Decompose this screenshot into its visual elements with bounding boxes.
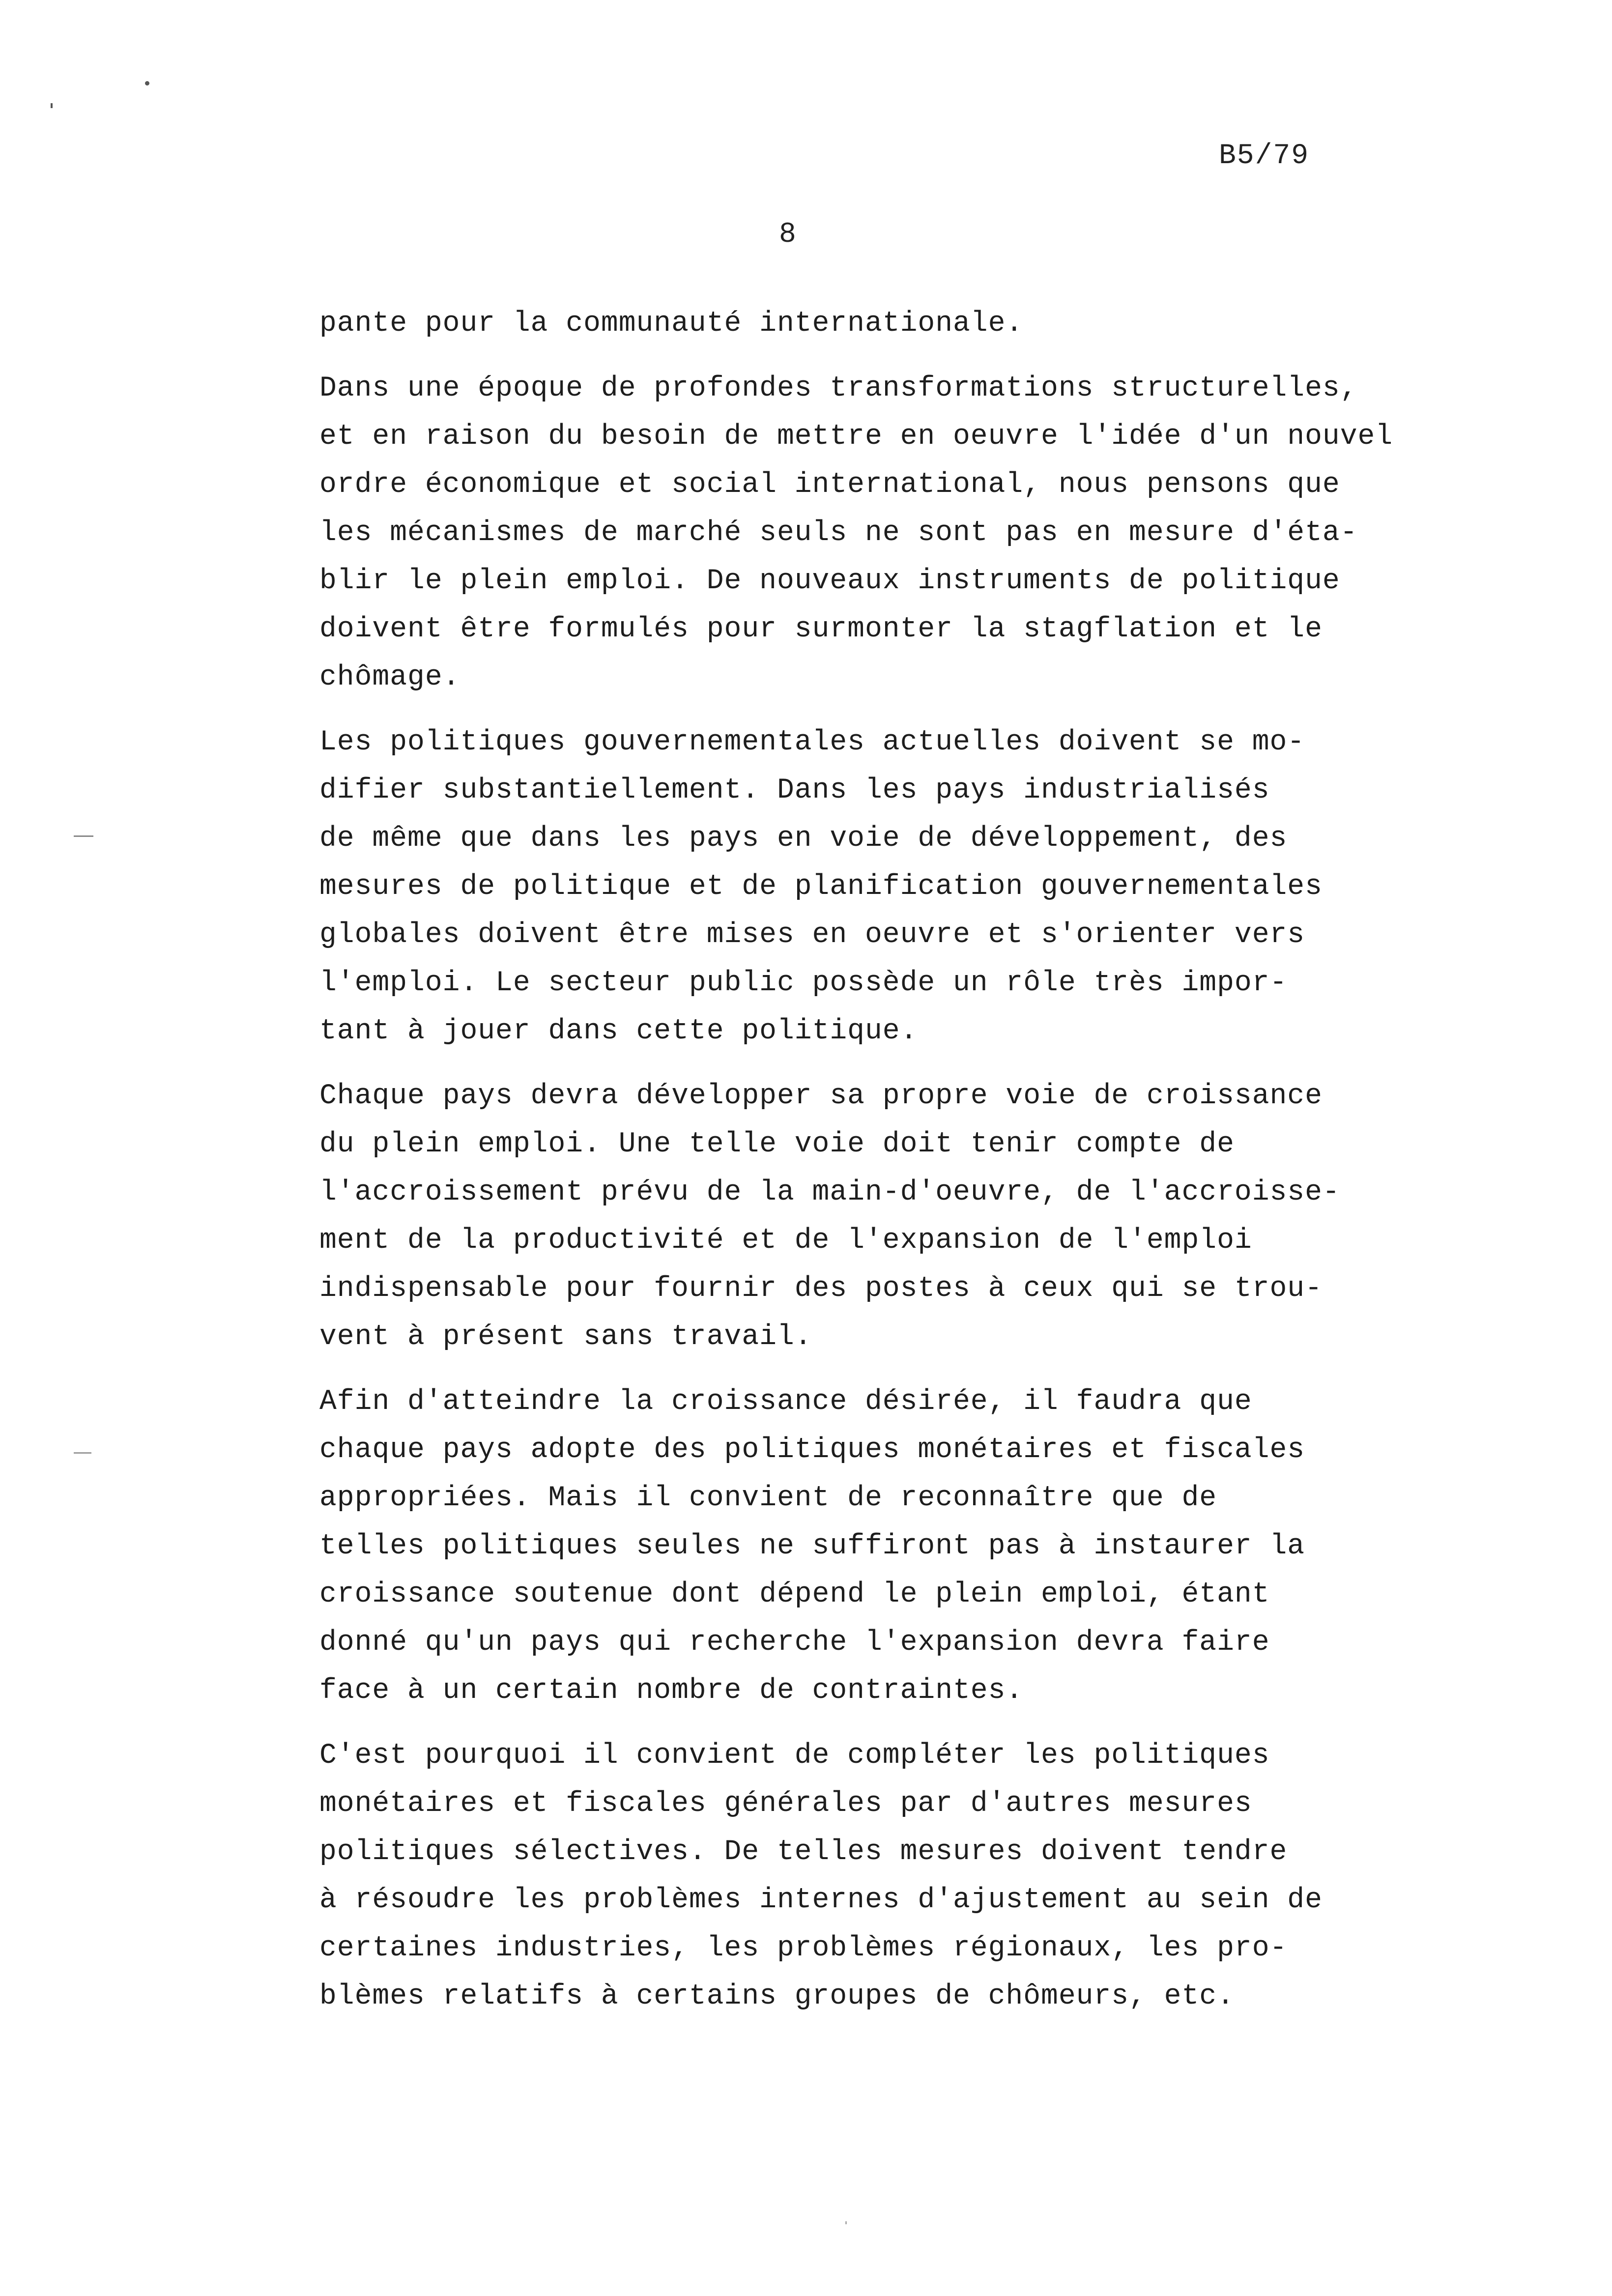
paragraph xyxy=(319,365,1401,702)
text-line: C'est pourquoi il convient de compléter les politiques xyxy=(319,1740,1270,1772)
text-line: blir le plein emploi. De nouveaux instruments de politique xyxy=(319,565,1340,597)
text-line: politiques sélectives. De telles mesures doivent tendre xyxy=(319,1836,1288,1868)
text-line: à résoudre les problèmes internes d'ajustement au sein de xyxy=(319,1884,1323,1916)
text-line: chômage. xyxy=(319,661,461,693)
text-line: croissance soutenue dont dépend le plein emploi, étant xyxy=(319,1578,1270,1610)
scan-speck xyxy=(51,103,53,108)
text-line: ment de la productivité et de l'expansion de l'emploi xyxy=(319,1225,1252,1257)
document-reference: B5/79 xyxy=(1219,140,1310,172)
paragraph xyxy=(319,1732,1401,2021)
text-line: mesures de politique et de planification gouvernementales xyxy=(319,871,1323,903)
text-line: donné qu'un pays qui recherche l'expansion devra faire xyxy=(319,1627,1270,1659)
paragraph xyxy=(319,1378,1401,1715)
paragraph xyxy=(319,718,1401,1056)
text-line: de même que dans les pays en voie de développement, des xyxy=(319,823,1288,855)
text-line: face à un certain nombre de contraintes. xyxy=(319,1675,1024,1707)
text-line: ordre économique et social international, nous pensons que xyxy=(319,469,1340,501)
paragraph xyxy=(319,300,1401,348)
text-line: du plein emploi. Une telle voie doit tenir compte de xyxy=(319,1128,1235,1160)
text-line: difier substantiellement. Dans les pays industrialisés xyxy=(319,775,1270,806)
document-body xyxy=(319,300,1401,2038)
text-line: Chaque pays devra développer sa propre voie de croissance xyxy=(319,1080,1323,1112)
scan-speck xyxy=(845,2221,847,2224)
text-line: globales doivent être mises en oeuvre et s'orienter vers xyxy=(319,919,1305,951)
text-line: indispensable pour fournir des postes à ceux qui se trou- xyxy=(319,1273,1323,1305)
text-line: doivent être formulés pour surmonter la stagflation et le xyxy=(319,613,1323,645)
text-line: tant à jouer dans cette politique. xyxy=(319,1015,918,1047)
text-line: blèmes relatifs à certains groupes de chômeurs, etc. xyxy=(319,1980,1235,2012)
text-line: l'accroissement prévu de la main-d'oeuvre, de l'accroisse- xyxy=(319,1177,1340,1208)
text-line: Afin d'atteindre la croissance désirée, il faudra que xyxy=(319,1386,1252,1418)
margin-mark xyxy=(74,1452,91,1454)
scan-speck xyxy=(145,81,149,86)
text-line: telles politiques seules ne suffiront pas à instaurer la xyxy=(319,1530,1305,1562)
text-line: les mécanismes de marché seuls ne sont pas en mesure d'éta- xyxy=(319,517,1358,549)
margin-mark xyxy=(74,835,93,837)
text-line: certaines industries, les problèmes régionaux, les pro- xyxy=(319,1932,1288,1964)
text-line: pante pour la communauté internationale. xyxy=(319,308,1024,340)
page-number: 8 xyxy=(779,219,796,251)
text-line: l'emploi. Le secteur public possède un rôle très impor- xyxy=(319,967,1288,999)
text-line: Dans une époque de profondes transformations structurelles, xyxy=(319,373,1358,404)
text-line: vent à présent sans travail. xyxy=(319,1321,812,1353)
text-line: Les politiques gouvernementales actuelles doivent se mo- xyxy=(319,726,1305,758)
text-line: chaque pays adopte des politiques monétaires et fiscales xyxy=(319,1434,1305,1466)
paragraph xyxy=(319,1072,1401,1361)
text-line: appropriées. Mais il convient de reconnaître que de xyxy=(319,1482,1217,1514)
text-line: et en raison du besoin de mettre en oeuvre l'idée d'un nouvel xyxy=(319,421,1393,453)
text-line: monétaires et fiscales générales par d'autres mesures xyxy=(319,1788,1252,1820)
